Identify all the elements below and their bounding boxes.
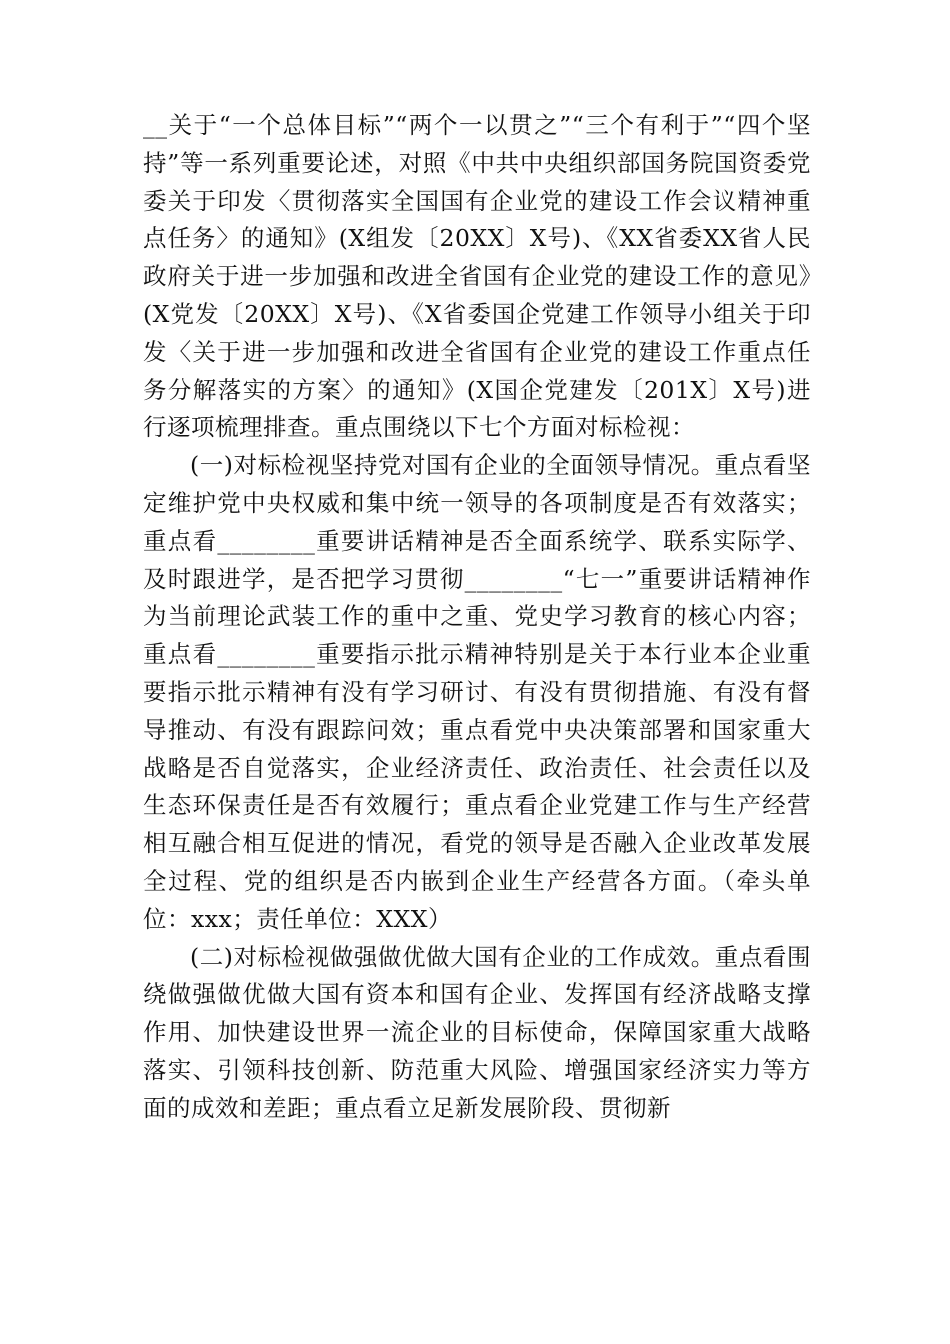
paragraph-section-two: (二)对标检视做强做优做大国有企业的工作成效。重点看围绕做强做优做大国有资本和国有企业、发挥国有经济战略支撑作用、加快建设世界一流企业的目标使命，保障国家重大战略落实、引领科技创新、防范重大风险、增强国家经济实力等方面的成效和差距；重点看立足新发展阶段、贯彻新	[143, 942, 811, 1122]
paragraph-section-one: (一)对标检视坚持党对国有企业的全面领导情况。重点看坚定维护党中央权威和集中统一领导的各项制度是否有效落实；重点看________重要讲话精神是否全面系统学、联系实际学、及时跟进学，是否把学习贯彻________“七一”重要讲话精神作为当前理论武装工作的重中之重、党史学习教育的核心内容；重点看________重要指示批示精神特别是关于本行业本企业重要指示批示精神有没有学习研讨、有没有贯彻措施、有没有督导推动、有没有跟踪问效；重点看党中央决策部署和国家重大战略是否自觉落实，企业经济责任、政治责任、社会责任以及生态环保责任是否有效履行；重点看企业党建工作与生产经营相互融合相互促进的情况，看党的领导是否融入企业改革发展全过程、党的组织是否内嵌到企业生产经营各方面。（牵头单位：xxx；责任单位：XXX）	[143, 451, 811, 933]
document-body	[143, 107, 811, 1128]
paragraph-continuation: __关于“一个总体目标”“两个一以贯之”“三个有利于”“四个坚持”等一系列重要论述，对照《中共中央组织部国务院国资委党委关于印发〈贯彻落实全国国有企业党的建设工作会议精神重点任务〉的通知》(X组发〔20XX〕X号)、《XX省委XX省人民政府关于进一步加强和改进全省国有企业党的建设工作的意见》(X党发〔20XX〕X号)、《X省委国企党建工作领导小组关于印发〈关于进一步加强和改进全省国有企业党的建设工作重点任务分解落实的方案〉的通知》(X国企党建发〔201X〕X号)进行逐项梳理排查。重点围绕以下七个方面对标检视：	[143, 111, 811, 442]
